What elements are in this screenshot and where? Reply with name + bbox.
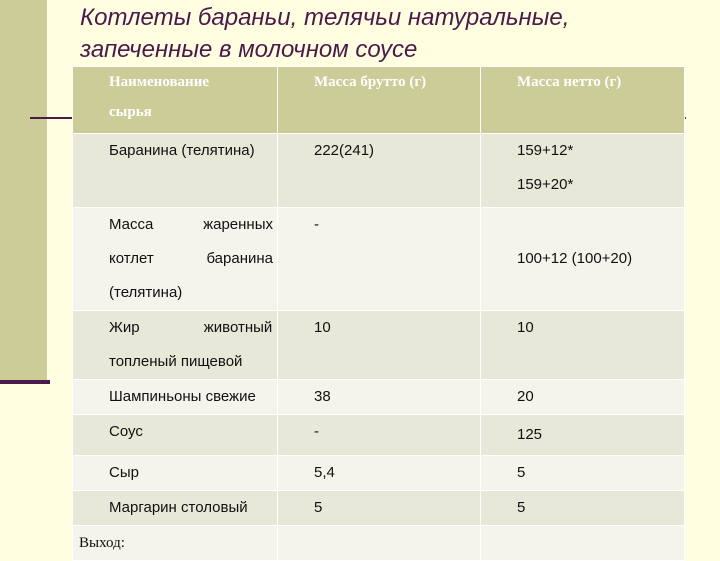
recipe-table bbox=[72, 66, 685, 561]
cell-net: 100+12 (100+20) bbox=[481, 208, 685, 311]
cell-name bbox=[73, 208, 278, 311]
table-row bbox=[73, 380, 685, 415]
header-gross: Масса брутто (г) bbox=[278, 67, 481, 134]
table-row bbox=[73, 208, 685, 311]
table-header-row bbox=[73, 67, 685, 134]
name-line-2: котлет баранина bbox=[109, 250, 273, 267]
header-name-line2: сырья bbox=[109, 104, 152, 120]
table-row bbox=[73, 311, 685, 380]
cell-gross: 222(241) bbox=[278, 134, 481, 208]
table-row bbox=[73, 491, 685, 526]
cell-gross: 5,4 bbox=[278, 456, 481, 491]
table-footer-row bbox=[73, 526, 685, 561]
net-value-2: 159+20* bbox=[517, 176, 574, 193]
cell-gross: - bbox=[278, 208, 481, 311]
name-line-1: Масса жаренных bbox=[109, 216, 273, 233]
cell-gross: 38 bbox=[278, 380, 481, 415]
cell-name: Шампиньоны свежие bbox=[73, 380, 278, 415]
header-net: Масса нетто (г) bbox=[481, 67, 685, 134]
cell-net: 125 bbox=[481, 415, 685, 456]
cell-net bbox=[481, 134, 685, 208]
cell-net: 5 bbox=[481, 491, 685, 526]
cell-name bbox=[73, 311, 278, 380]
cell-name: Соус bbox=[73, 415, 278, 456]
table-row bbox=[73, 415, 685, 456]
left-decor-bar bbox=[0, 0, 47, 380]
net-value-1: 159+12* bbox=[517, 142, 574, 159]
slide-title bbox=[80, 2, 680, 66]
table-row bbox=[73, 456, 685, 491]
cell-net: 5 bbox=[481, 456, 685, 491]
cell-output-label: Выход: bbox=[73, 526, 278, 561]
cell-net: 10 bbox=[481, 311, 685, 380]
name-line-1: Жир животный bbox=[109, 319, 273, 336]
cell-output-net bbox=[481, 526, 685, 561]
title-line-1: Котлеты бараньи, телячьи натуральные, bbox=[80, 4, 570, 31]
header-name bbox=[73, 67, 278, 134]
table-row bbox=[73, 134, 685, 208]
left-decor-underline bbox=[0, 380, 50, 384]
cell-net: 20 bbox=[481, 380, 685, 415]
cell-name: Сыр bbox=[73, 456, 278, 491]
header-name-line1: Наименование bbox=[109, 74, 209, 90]
name-line-3: (телятина) bbox=[109, 284, 183, 301]
cell-gross: 5 bbox=[278, 491, 481, 526]
title-line-2: запеченные в молочном соусе bbox=[80, 36, 418, 63]
cell-output-gross bbox=[278, 526, 481, 561]
cell-gross: - bbox=[278, 415, 481, 456]
cell-gross: 10 bbox=[278, 311, 481, 380]
cell-name: Маргарин столовый bbox=[73, 491, 278, 526]
name-line-2: топленый пищевой bbox=[109, 353, 243, 370]
cell-name: Баранина (телятина) bbox=[73, 134, 278, 208]
